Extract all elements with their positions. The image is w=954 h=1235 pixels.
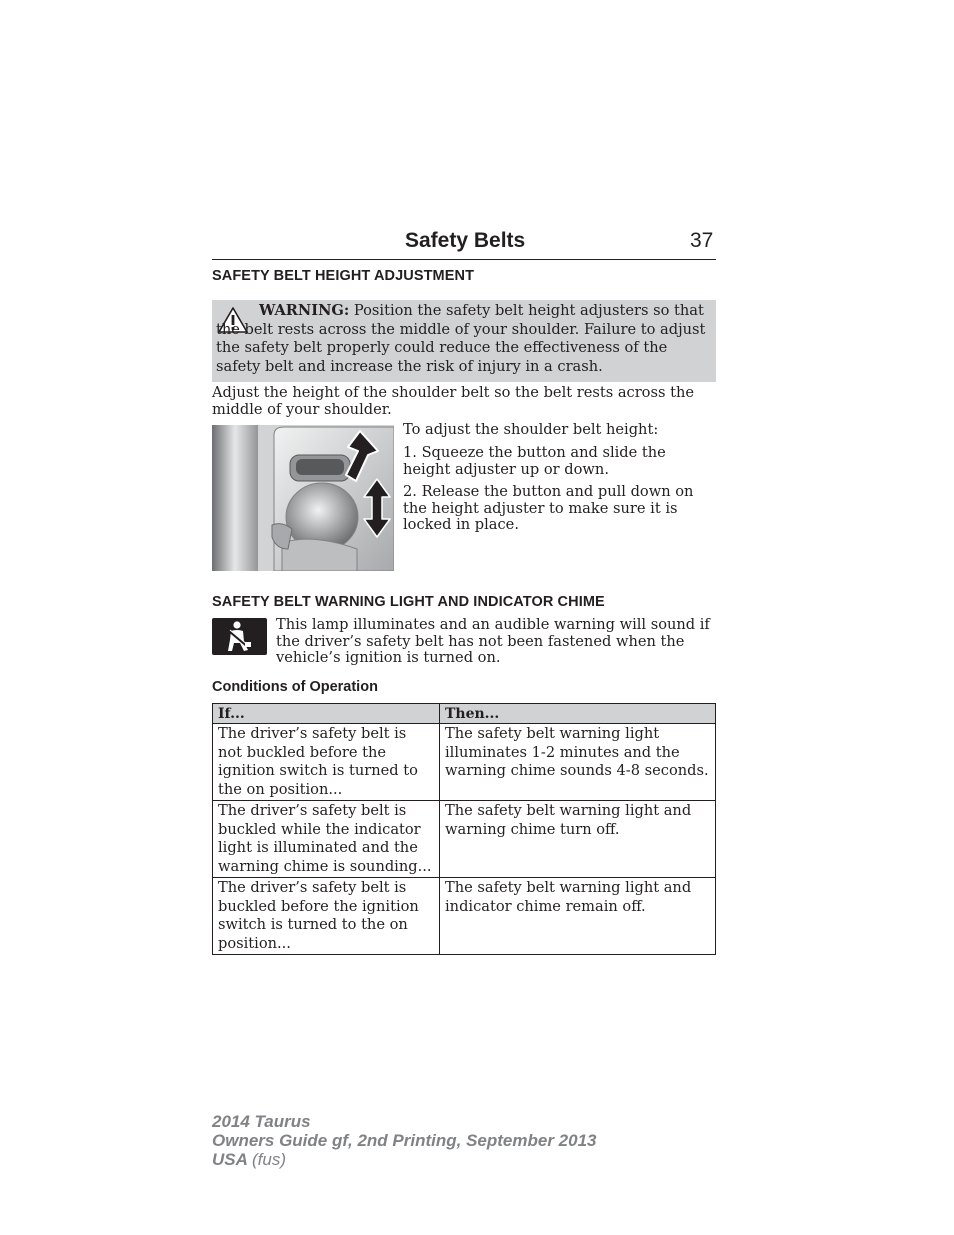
section-heading-warning-light: SAFETY BELT WARNING LIGHT AND INDICATOR CHIME: [212, 594, 605, 610]
table-header-if: If...: [213, 704, 440, 724]
table-cell-if: The driver’s safety belt is buckled before the ignition switch is turned to the on position...: [213, 878, 440, 955]
warning-label: WARNING:: [259, 302, 350, 319]
page-title: Safety Belts: [405, 229, 526, 252]
steps-intro: To adjust the shoulder belt height:: [403, 421, 659, 438]
seatbelt-warning-icon: [212, 618, 267, 655]
lamp-description: This lamp illuminates and an audible warning will sound if the driver’s safety belt has not been fastened when the vehicle’s ignition is turned on.: [276, 616, 710, 666]
lamp-icon-frame: [212, 618, 267, 655]
footer-model: 2014 Taurus: [212, 1112, 311, 1131]
section-heading-height-adjustment: SAFETY BELT HEIGHT ADJUSTMENT: [212, 268, 475, 284]
header-rule: [212, 259, 716, 260]
table-header-then: Then...: [440, 704, 716, 724]
table-cell-then: The safety belt warning light and indicator chime remain off.: [440, 878, 716, 955]
page-number: 37: [690, 229, 714, 252]
table-cell-if: The driver’s safety belt is not buckled before the ignition switch is turned to the on position...: [213, 724, 440, 801]
table-row: [213, 724, 716, 801]
warning-text-block: [216, 302, 712, 376]
step-2: 2. Release the button and pull down on the height adjuster to make sure it is locked in place.: [403, 483, 694, 533]
footer-region: [212, 1150, 286, 1169]
warning-text: Position the safety belt height adjusters so that the belt rests across the middle of your shoulder. Failure to adjust the safety belt properly could reduce the effectiveness of the safety belt and increase the risk of injury in a crash.: [216, 302, 706, 375]
step-1: 1. Squeeze the button and slide the height adjuster up or down.: [403, 444, 666, 478]
footer-region-main: USA: [212, 1150, 248, 1169]
footer-guide: Owners Guide gf, 2nd Printing, September 2013: [212, 1131, 597, 1150]
conditions-table: [212, 703, 716, 955]
intro-paragraph: Adjust the height of the shoulder belt so the belt rests across the middle of your shoulder.: [212, 384, 694, 418]
table-row: [213, 878, 716, 955]
table-cell-if: The driver’s safety belt is buckled while the indicator light is illuminated and the warning chime is sounding...: [213, 801, 440, 878]
table-cell-then: The safety belt warning light illuminates 1-2 minutes and the warning chime sounds 4-8 seconds.: [440, 724, 716, 801]
conditions-subheading: Conditions of Operation: [212, 679, 378, 695]
table-header-row: [213, 704, 716, 724]
table-row: [213, 801, 716, 878]
warning-box: [212, 300, 716, 382]
belt-height-adjuster-illustration: [212, 425, 394, 571]
footer-region-code: (fus): [252, 1150, 286, 1169]
table-cell-then: The safety belt warning light and warning chime turn off.: [440, 801, 716, 878]
